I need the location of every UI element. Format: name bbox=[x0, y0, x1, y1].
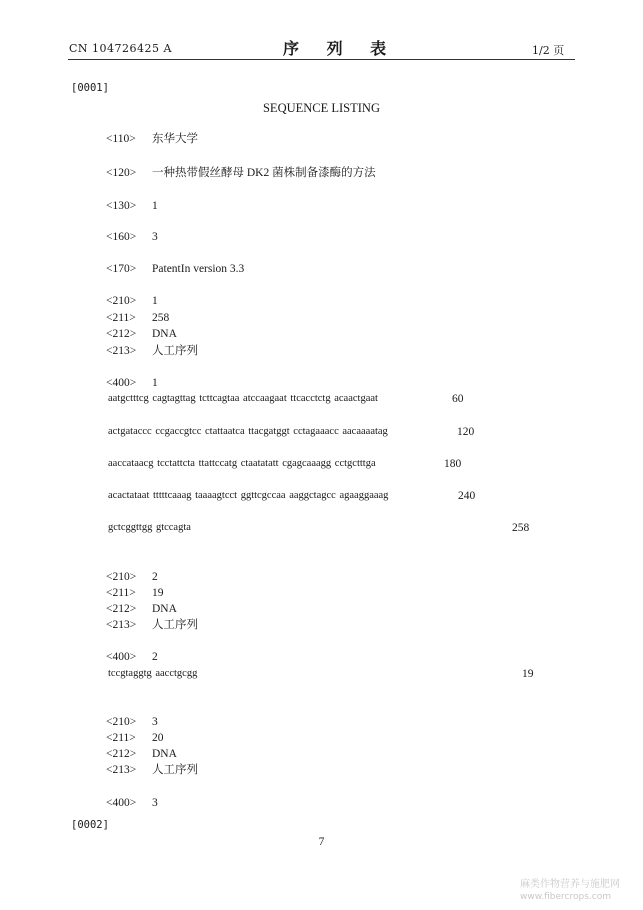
field-tag: <213> bbox=[106, 764, 137, 776]
field-value: 3 bbox=[152, 716, 158, 728]
paragraph-number-end: [0002] bbox=[71, 819, 109, 831]
field-tag: <212> bbox=[106, 328, 137, 340]
field-value: PatentIn version 3.3 bbox=[152, 263, 245, 275]
field-value: 3 bbox=[152, 797, 158, 809]
sequence-count: 60 bbox=[452, 393, 464, 405]
field-tag: <210> bbox=[106, 716, 137, 728]
field-tag: <170> bbox=[106, 263, 137, 275]
field-tag: <120> bbox=[106, 167, 137, 179]
field-value: 2 bbox=[152, 571, 158, 583]
field-value: DNA bbox=[152, 603, 177, 615]
page-indicator: 1/2 页 bbox=[532, 44, 565, 57]
publication-number: CN 104726425 A bbox=[69, 42, 172, 55]
field-tag: <212> bbox=[106, 748, 137, 760]
field-tag: <400> bbox=[106, 797, 137, 809]
field-tag: <160> bbox=[106, 231, 137, 243]
field-tag: <400> bbox=[106, 651, 137, 663]
listing-title: SEQUENCE LISTING bbox=[262, 101, 380, 115]
field-value: 1 bbox=[152, 377, 158, 389]
sequence-text: aaccataacg tcctattcta ttattccatg ctaatatatt cgagcaaagg cctgctttga bbox=[108, 458, 376, 469]
field-tag: <210> bbox=[106, 295, 137, 307]
sequence-count: 120 bbox=[457, 426, 475, 438]
watermark-site-name: 麻类作物营养与施肥网 bbox=[520, 879, 620, 890]
field-value: 1 bbox=[152, 295, 158, 307]
field-value: 1 bbox=[152, 200, 158, 212]
field-tag: <212> bbox=[106, 603, 137, 615]
sequence-text: tccgtaggtg aacctgcgg bbox=[108, 668, 198, 679]
field-tag: <110> bbox=[106, 133, 136, 145]
sequence-text: acactataat tttttcaaag taaaagtcct ggttcgccaa aaggctagcc agaaggaaag bbox=[108, 490, 389, 501]
sequence-count: 180 bbox=[444, 458, 462, 470]
field-tag: <213> bbox=[106, 619, 137, 631]
paragraph-number-start: [0001] bbox=[71, 82, 109, 94]
field-value: 人工序列 bbox=[152, 764, 198, 776]
field-value: DNA bbox=[152, 748, 177, 760]
field-value: 258 bbox=[152, 312, 170, 324]
sequence-count: 240 bbox=[458, 490, 476, 502]
sequence-text: aatgctttcg cagtagttag tcttcagtaa atccaagaat ttcacctctg acaactgaat bbox=[108, 393, 378, 404]
field-value: 东华大学 bbox=[152, 133, 198, 145]
field-tag: <130> bbox=[106, 200, 137, 212]
sequence-text: actgataccc ccgaccgtcc ctattaatca ttacgatggt cctagaaacc aacaaaatag bbox=[108, 426, 388, 437]
field-value: 3 bbox=[152, 231, 158, 243]
field-value: 人工序列 bbox=[152, 619, 198, 631]
field-value: 2 bbox=[152, 651, 158, 663]
header-divider bbox=[68, 59, 575, 60]
watermark-url: www.fibercrops.com bbox=[520, 892, 611, 902]
field-tag: <210> bbox=[106, 571, 137, 583]
field-value: 19 bbox=[152, 587, 164, 599]
field-tag: <211> bbox=[106, 312, 136, 324]
field-value: DNA bbox=[152, 328, 177, 340]
sequence-count: 258 bbox=[512, 522, 530, 534]
field-value: 人工序列 bbox=[152, 345, 198, 357]
page-number: 7 bbox=[318, 836, 325, 848]
sequence-text: gctcggttgg gtccagta bbox=[108, 522, 191, 533]
field-tag: <400> bbox=[106, 377, 137, 389]
field-value: 20 bbox=[152, 732, 164, 744]
page-title: 序 列 表 bbox=[283, 39, 398, 58]
field-tag: <213> bbox=[106, 345, 137, 357]
sequence-count: 19 bbox=[522, 668, 534, 680]
field-tag: <211> bbox=[106, 732, 136, 744]
field-tag: <211> bbox=[106, 587, 136, 599]
field-value: 一种热带假丝酵母 DK2 菌株制备漆酶的方法 bbox=[152, 167, 376, 179]
watermark bbox=[520, 878, 640, 904]
